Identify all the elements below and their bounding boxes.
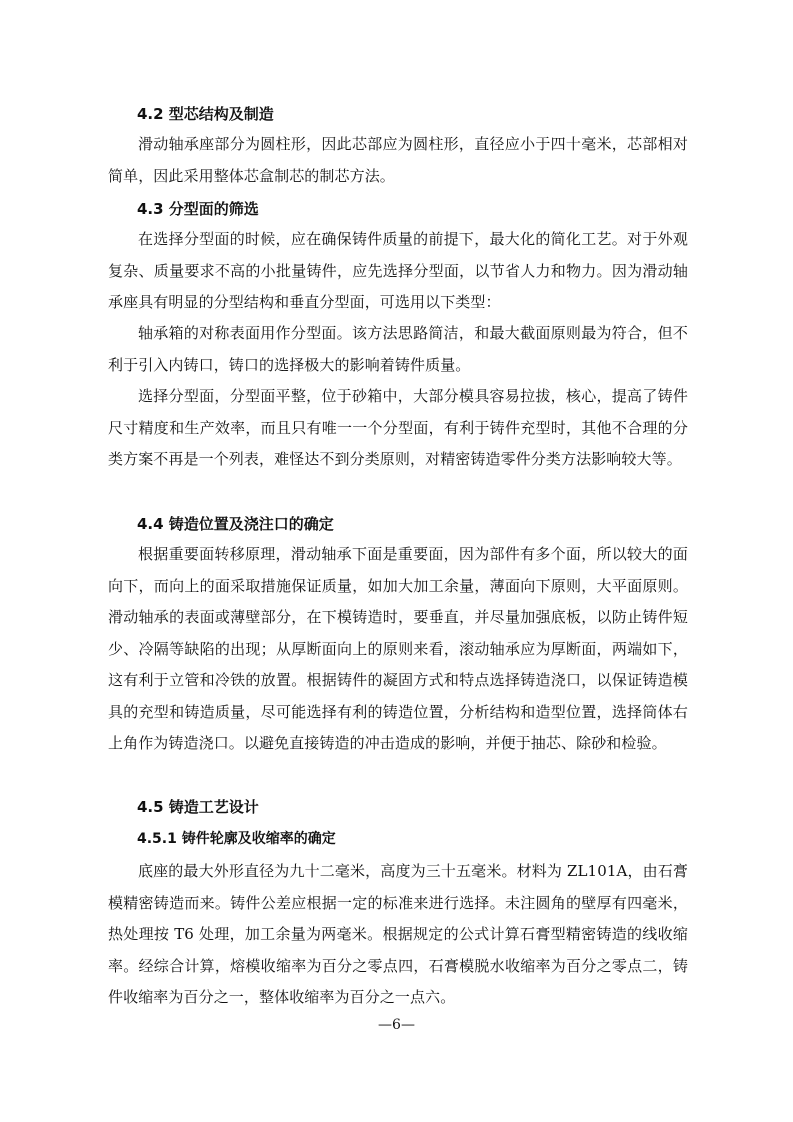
section-heading-4-5: 4.5 铸造工艺设计 [137, 798, 259, 816]
paragraph: 滑动轴承座部分为圆柱形，因此芯部应为圆柱形，直径应小于四十毫米，芯部相对简单，因此采用整体芯盒制芯的制芯方法。 [108, 135, 688, 185]
paragraph: 底座的最大外形直径为九十二毫米，高度为三十五毫米。材料为 ZL101A，由石膏模精密铸造而来。铸件公差应根据一定的标准来进行选择。未注圆角的壁厚有四毫米，热处理按 T6 处理，加工余量为两毫米。根据规定的公式计算石膏型精密铸造的线收缩率。经综合计算，熔模收缩率为百分之零点四，石膏模脱水收缩率为百分之零点二，铸件收缩率为百分之一，整体收缩率为百分之一点六。 [108, 862, 688, 1006]
section-heading-4-3: 4.3 分型面的筛选 [137, 200, 259, 218]
paragraph: 轴承箱的对称表面用作分型面。该方法思路简洁，和最大截面原则最为符合，但不利于引入内铸口，铸口的选择极大的影响着铸件质量。 [108, 324, 688, 374]
page-number: —6— [378, 1017, 415, 1033]
paragraph: 选择分型面，分型面平整，位于砂箱中，大部分模具容易拉拔，核心，提高了铸件尺寸精度和生产效率，而且只有唯一一个分型面，有利于铸件充型时，其他不合理的分类方案不再是一个列表，难怪达不到分类原则，对精密铸造零件分类方法影响较大等。 [108, 387, 688, 468]
subsection-heading-4-5-1: 4.5.1 铸件轮廓及收缩率的确定 [137, 831, 336, 847]
section-heading-4-4: 4.4 铸造位置及浇注口的确定 [137, 515, 334, 533]
section-heading-4-2: 4.2 型芯结构及制造 [137, 105, 274, 123]
paragraph: 根据重要面转移原理，滑动轴承下面是重要面，因为部件有多个面，所以较大的面向下，而向上的面采取措施保证质量，如加大加工余量，薄面向下原则，大平面原则。滑动轴承的表面或薄壁部分，在下模铸造时，要垂直，并尽量加强底板，以防止铸件短少、冷隔等缺陷的出现；从厚断面向上的原则来看，滚动轴承应为厚断面，两端如下，这有利于立管和冷铁的放置。根据铸件的凝固方式和特点选择铸造浇口，以保证铸造模具的充型和铸造质量，尽可能选择有利的铸造位置，分析结构和造型位置，选择筒体右上角作为铸造浇口。以避免直接铸造的冲击造成的影响，并便于抽芯、除砂和检验。 [108, 545, 688, 752]
paragraph: 在选择分型面的时候，应在确保铸件质量的前提下，最大化的简化工艺。对于外观复杂、质量要求不高的小批量铸件，应先选择分型面，以节省人力和物力。因为滑动轴承座具有明显的分型结构和垂直分型面，可选用以下类型： [108, 230, 688, 311]
